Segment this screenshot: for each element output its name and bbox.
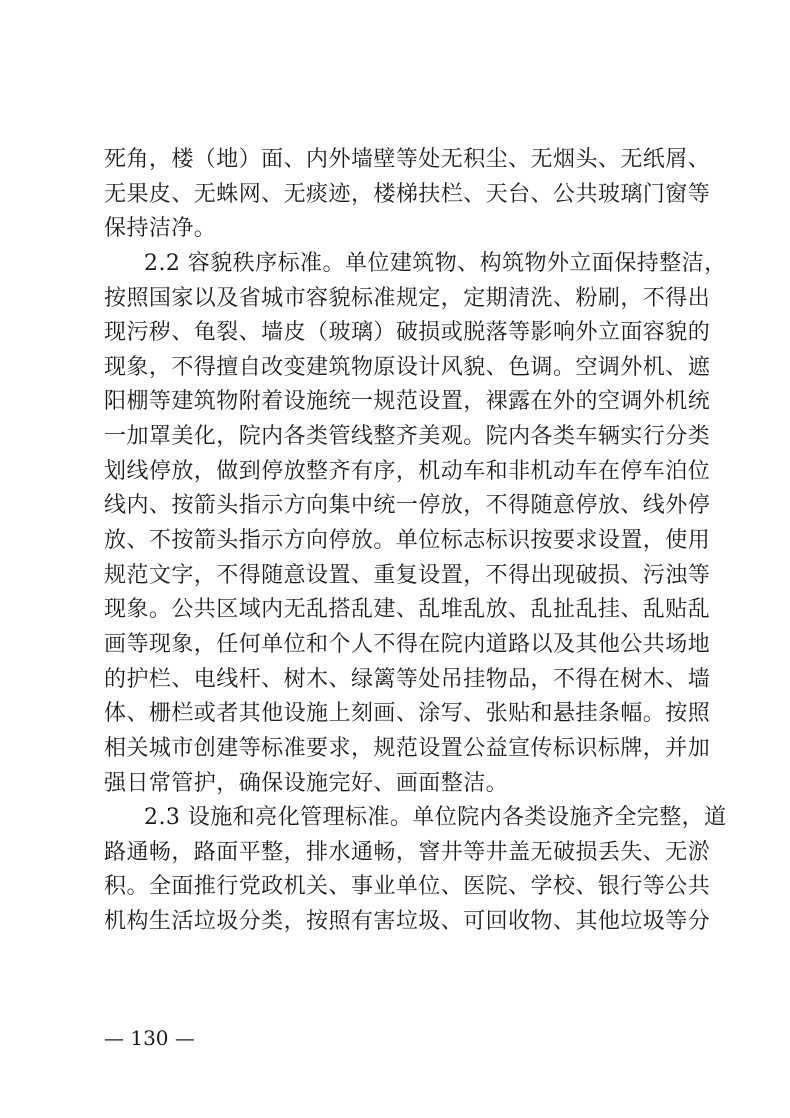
text-line: 体、栅栏或者其他设施上刻画、涂写、张贴和悬挂条幅。按照 xyxy=(104,701,711,727)
text-line: 机构生活垃圾分类，按照有害垃圾、可回收物、其他垃圾等分 xyxy=(104,909,711,935)
text-line: 现污秽、龟裂、墙皮（玻璃）破损或脱落等影响外立面容貌的 xyxy=(104,320,711,346)
text-line: 保持洁净。 xyxy=(104,216,217,242)
text-line: 路通畅，路面平整，排水通畅，窨井等井盖无破损丢失、无淤 xyxy=(104,839,711,865)
text-line: 强日常管护，确保设施完好、画面整洁。 xyxy=(104,770,509,796)
text-line: 放、不按箭头指示方向停放。单位标志标识按要求设置，使用 xyxy=(104,528,711,554)
text-line: 画等现象，任何单位和个人不得在院内道路以及其他公共场地 xyxy=(104,631,711,657)
text-line: 阳棚等建筑物附着设施统一规范设置，裸露在外的空调外机统 xyxy=(104,389,711,415)
text-line: 规范文字，不得随意设置、重复设置，不得出现破损、污浊等 xyxy=(104,562,711,588)
section-heading-line: 2.3 设施和亮化管理标准。单位院内各类设施齐全完整，道 xyxy=(144,805,727,831)
text-line: 一加罩美化，院内各类管线整齐美观。院内各类车辆实行分类 xyxy=(104,424,711,450)
body-text xyxy=(104,143,727,940)
text-line: 无果皮、无蛛网、无痰迹，楼梯扶栏、天台、公共玻璃门窗等 xyxy=(104,181,711,207)
page-number: — 130 — xyxy=(104,1026,195,1050)
text-line: 的护栏、电线杆、树木、绿篱等处吊挂物品，不得在树木、墙 xyxy=(104,666,711,692)
text-line: 死角，楼（地）面、内外墙壁等处无积尘、无烟头、无纸屑、 xyxy=(104,147,711,172)
text-line: 现象。公共区域内无乱搭乱建、乱堆乱放、乱扯乱挂、乱贴乱 xyxy=(104,597,711,623)
text-line: 划线停放，做到停放整齐有序，机动车和非机动车在停车泊位 xyxy=(104,458,711,484)
text-line: 相关城市创建等标准要求，规范设置公益宣传标识标牌，并加 xyxy=(104,735,711,761)
text-line: 现象，不得擅自改变建筑物原设计风貌、色调。空调外机、遮 xyxy=(104,354,711,380)
text-line: 线内、按箭头指示方向集中统一停放，不得随意停放、线外停 xyxy=(104,493,711,519)
section-heading-line: 2.2 容貌秩序标准。单位建筑物、构筑物外立面保持整洁， xyxy=(144,250,727,276)
text-line: 按照国家以及省城市容貌标准规定，定期清洗、粉刷，不得出 xyxy=(104,285,711,311)
text-line: 积。全面推行党政机关、事业单位、医院、学校、银行等公共 xyxy=(104,874,711,900)
